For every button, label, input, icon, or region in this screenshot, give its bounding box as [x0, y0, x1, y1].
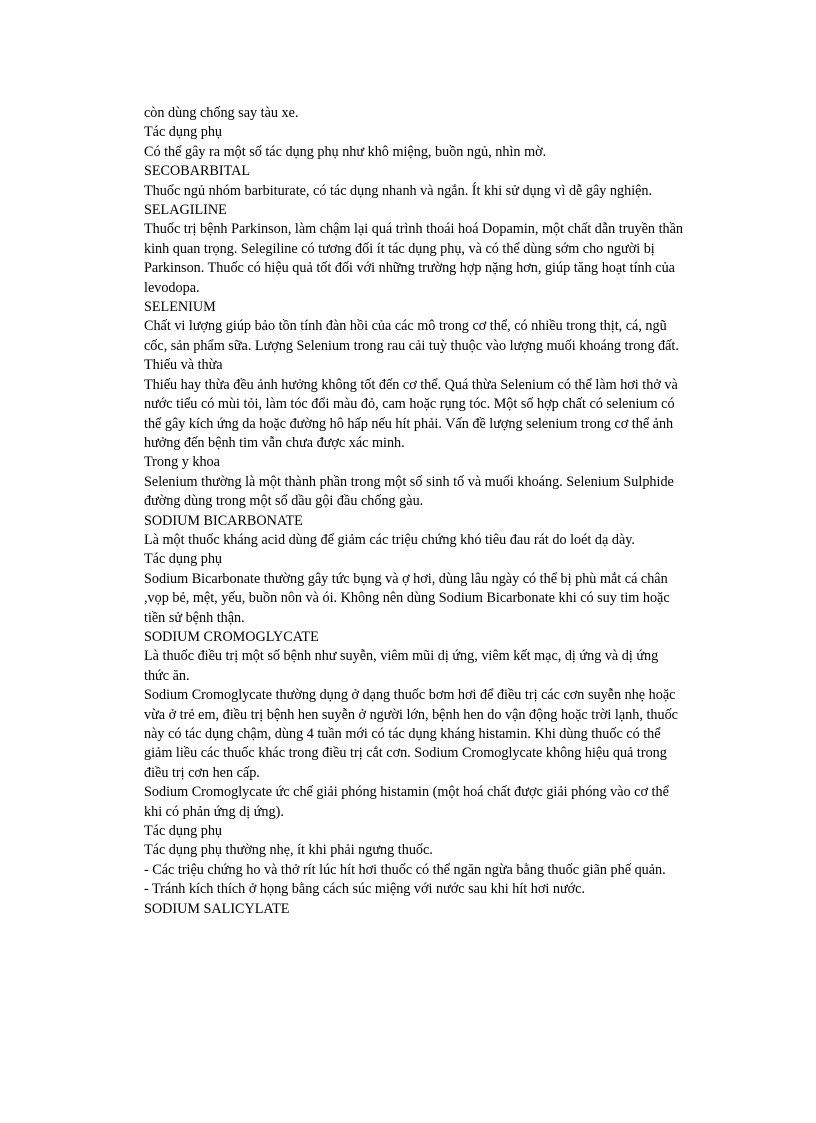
- paragraph-3: Thuốc ngủ nhóm barbiturate, có tác dụng nhanh và ngắn. Ít khi sử dụng vì dễ gây nghiện.: [144, 182, 653, 199]
- paragraph-13: Tác dụng phụ thường nhẹ, ít khi phải ngưng thuốc.: [144, 842, 433, 859]
- heading-sodium-salicylate: SODIUM SALICYLATE: [144, 900, 290, 917]
- paragraph-5: Chất vi lượng giúp bảo tồn tính đàn hồi của các mô trong cơ thể, có nhiều trong thịt, cá, ngũ cốc, sản phẩm sữa. Lượng Selenium trong rau cải tuỳ thuộc vào lượng muối khoáng trong đất.: [144, 318, 679, 354]
- paragraph-8: Là một thuốc kháng acid dùng để giảm các triệu chứng khó tiêu đau rát do loét dạ dày.: [144, 531, 635, 548]
- paragraph-6: Thiếu hay thừa đều ảnh hưởng không tốt đến cơ thể. Quá thừa Selenium có thể làm hơi thở và nước tiểu có mùi tỏi, làm tóc đổi màu đỏ, cam hoặc rụng tóc. Một số hợp chất có selenium có thể gây kích ứng da hoặc đường hô hấp nếu hít phải. Vấn đề lượng selenium trong cơ thể ảnh hưởng đến bệnh tim vẫn chưa được xác minh.: [144, 376, 678, 451]
- subheading-medicine: Trong y khoa: [144, 454, 220, 471]
- paragraph-4: Thuốc trị bệnh Parkinson, làm chậm lại quá trình thoái hoá Dopamin, một chất dẫn truyền thần kinh quan trọng. Selegiline có tương đối ít tác dụng phụ, và có thể dùng sớm cho người bị Parkinson. Thuốc có hiệu quả tốt đối với những trường hợp nặng hơn, giúp tăng hoạt tính của levodopa.: [144, 221, 683, 296]
- subheading-side-effects-2: Tác dụng phụ: [144, 551, 223, 568]
- heading-sodium-bicarbonate: SODIUM BICARBONATE: [144, 512, 303, 529]
- paragraph-9: Sodium Bicarbonate thường gây tức bụng và ợ hơi, dùng lâu ngày có thể bị phù mắt cá chân ,vọp bẻ, mệt, yếu, buồn nôn và ói. Không nên dùng Sodium Bicarbonate khi có suy tim hoặc tiền sử bệnh thận.: [144, 570, 670, 626]
- document-page: [144, 104, 684, 919]
- heading-selagiline: SELAGILINE: [144, 202, 227, 219]
- paragraph-15: - Tránh kích thích ở họng bằng cách súc miệng với nước sau khi hít hơi nước.: [144, 881, 586, 898]
- paragraph-12: Sodium Cromoglycate ức chế giải phóng histamin (một hoá chất được giải phóng vào cơ thể khi có phản ứng dị ứng).: [144, 784, 669, 820]
- heading-sodium-cromoglycate: SODIUM CROMOGLYCATE: [144, 628, 319, 645]
- subheading-side-effects: Tác dụng phụ: [144, 124, 223, 141]
- heading-secobarbital: SECOBARBITAL: [144, 163, 251, 180]
- subheading-deficiency-excess: Thiếu và thừa: [144, 357, 223, 374]
- paragraph-11: Sodium Cromoglycate thường dụng ở dạng thuốc bơm hơi để điều trị các cơn suyễn nhẹ hoặc vừa ở trẻ em, điều trị bệnh hen suyễn ở người lớn, bệnh hen do vận động hoặc trời lạnh, thuốc này có tác dụng chậm, dùng 4 tuần mới có tác dụng kháng histamin. Khi dùng thuốc có thể giảm liều các thuốc khác trong điều trị cắt cơn. Sodium Cromoglycate không hiệu quả trong điều trị cơn hen cấp.: [144, 687, 678, 781]
- paragraph-10: Là thuốc điều trị một số bệnh như suyễn, viêm mũi dị ứng, viêm kết mạc, dị ứng và dị ứng thức ăn.: [144, 648, 659, 684]
- paragraph-1: còn dùng chống say tàu xe.: [144, 105, 299, 121]
- heading-selenium: SELENIUM: [144, 299, 216, 316]
- paragraph-2: Có thể gây ra một số tác dụng phụ như khô miệng, buồn ngủ, nhìn mờ.: [144, 143, 547, 160]
- paragraph-7: Selenium thường là một thành phần trong một số sinh tố và muối khoáng. Selenium Sulphide đường dùng trong một số dầu gội đầu chống gàu.: [144, 473, 674, 510]
- paragraph-14: - Các triệu chứng ho và thở rít lúc hít hơi thuốc có thể ngăn ngừa bằng thuốc giãn phế quản.: [144, 861, 666, 878]
- subheading-side-effects-3: Tác dụng phụ: [144, 823, 223, 840]
